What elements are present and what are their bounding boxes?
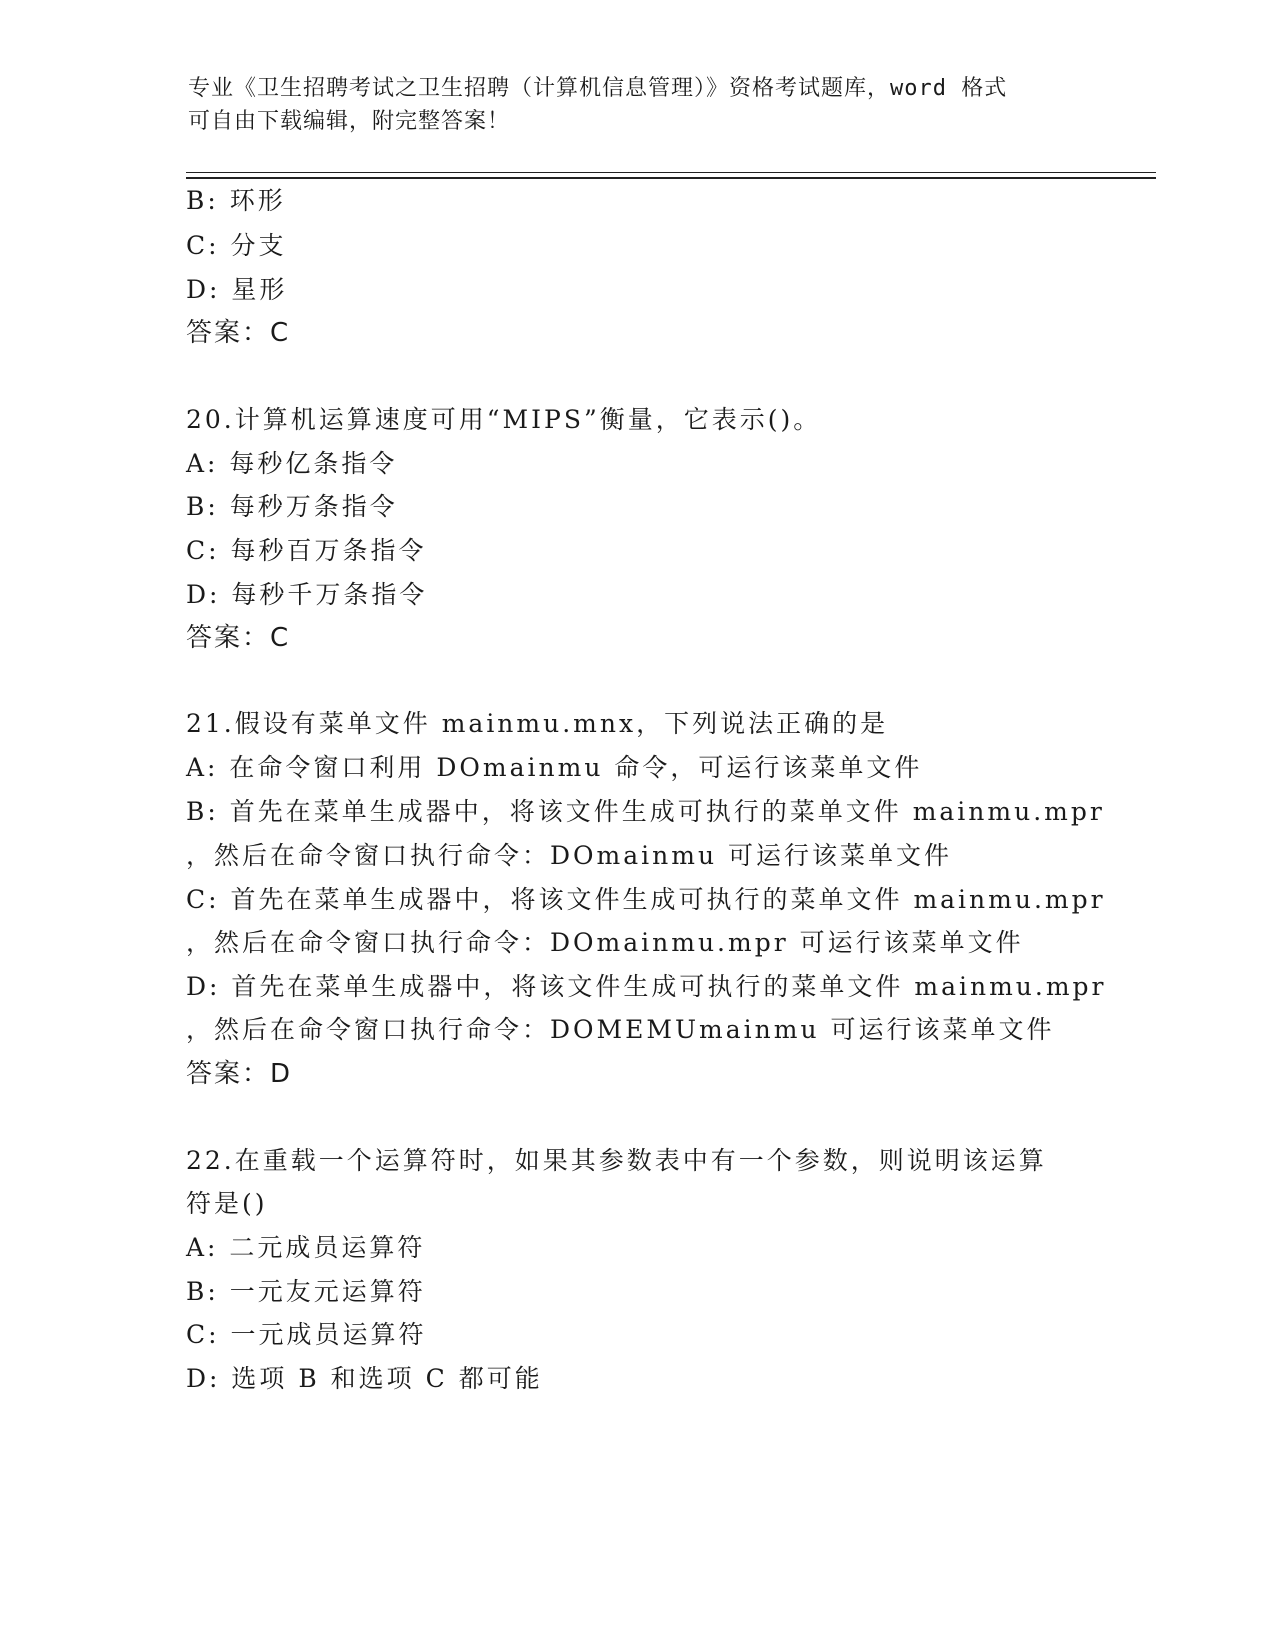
q22-option-b: B: 一元友元运算符 [186, 1277, 426, 1306]
q21-option-a: A: 在命令窗口利用 DOmainmu 命令，可运行该菜单文件 [186, 753, 923, 782]
q21-option-d-line-1: D: 首先在菜单生成器中，将该文件生成可执行的菜单文件 mainmu.mpr [186, 972, 1107, 1001]
q21-option-b-line-1: B: 首先在菜单生成器中，将该文件生成可执行的菜单文件 mainmu.mpr [186, 797, 1105, 826]
q20-option-b: B: 每秒万条指令 [186, 492, 398, 521]
q20-question: 20.计算机运算速度可用“MIPS”衡量，它表示()。 [186, 405, 822, 434]
q22-question-line-1: 22.在重载一个运算符时，如果其参数表中有一个参数，则说明该运算 [186, 1146, 1047, 1175]
q19-option-b: B: 环形 [186, 186, 286, 215]
q19-option-c: C: 分支 [186, 231, 287, 260]
q21-option-b-line-2: ，然后在命令窗口执行命令：DOmainmu 可运行该菜单文件 [186, 841, 953, 870]
header-title-line-2: 可自由下载编辑，附完整答案！ [188, 109, 511, 134]
q21-answer: 答案：D [186, 1059, 293, 1089]
q21-option-d-line-2: ，然后在命令窗口执行命令：DOMEMUmainmu 可运行该菜单文件 [186, 1015, 1055, 1044]
q19-answer: 答案：C [186, 318, 291, 348]
q20-option-a: A: 每秒亿条指令 [186, 449, 398, 478]
header-rule-thin [186, 172, 1156, 173]
q20-answer: 答案：C [186, 623, 291, 653]
q22-option-d: D: 选项 B 和选项 C 都可能 [186, 1364, 543, 1393]
q20-option-c: C: 每秒百万条指令 [186, 536, 427, 565]
q22-option-a: A: 二元成员运算符 [186, 1233, 426, 1262]
q22-question-line-2: 符是() [186, 1189, 268, 1218]
document-header [188, 72, 1088, 138]
header-rule-thick [186, 177, 1156, 179]
q21-option-c-line-1: C: 首先在菜单生成器中，将该文件生成可执行的菜单文件 mainmu.mpr [186, 885, 1106, 914]
q21-question: 21.假设有菜单文件 mainmu.mnx，下列说法正确的是 [186, 709, 889, 738]
q21-option-c-line-2: ，然后在命令窗口执行命令：DOmainmu.mpr 可运行该菜单文件 [186, 928, 1024, 957]
header-title-line-1: 专业《卫生招聘考试之卫生招聘（计算机信息管理）》资格考试题库，word 格式 [188, 76, 1008, 101]
q22-option-c: C: 一元成员运算符 [186, 1320, 427, 1349]
q19-option-d: D: 星形 [186, 275, 288, 304]
q20-option-d: D: 每秒千万条指令 [186, 580, 428, 609]
